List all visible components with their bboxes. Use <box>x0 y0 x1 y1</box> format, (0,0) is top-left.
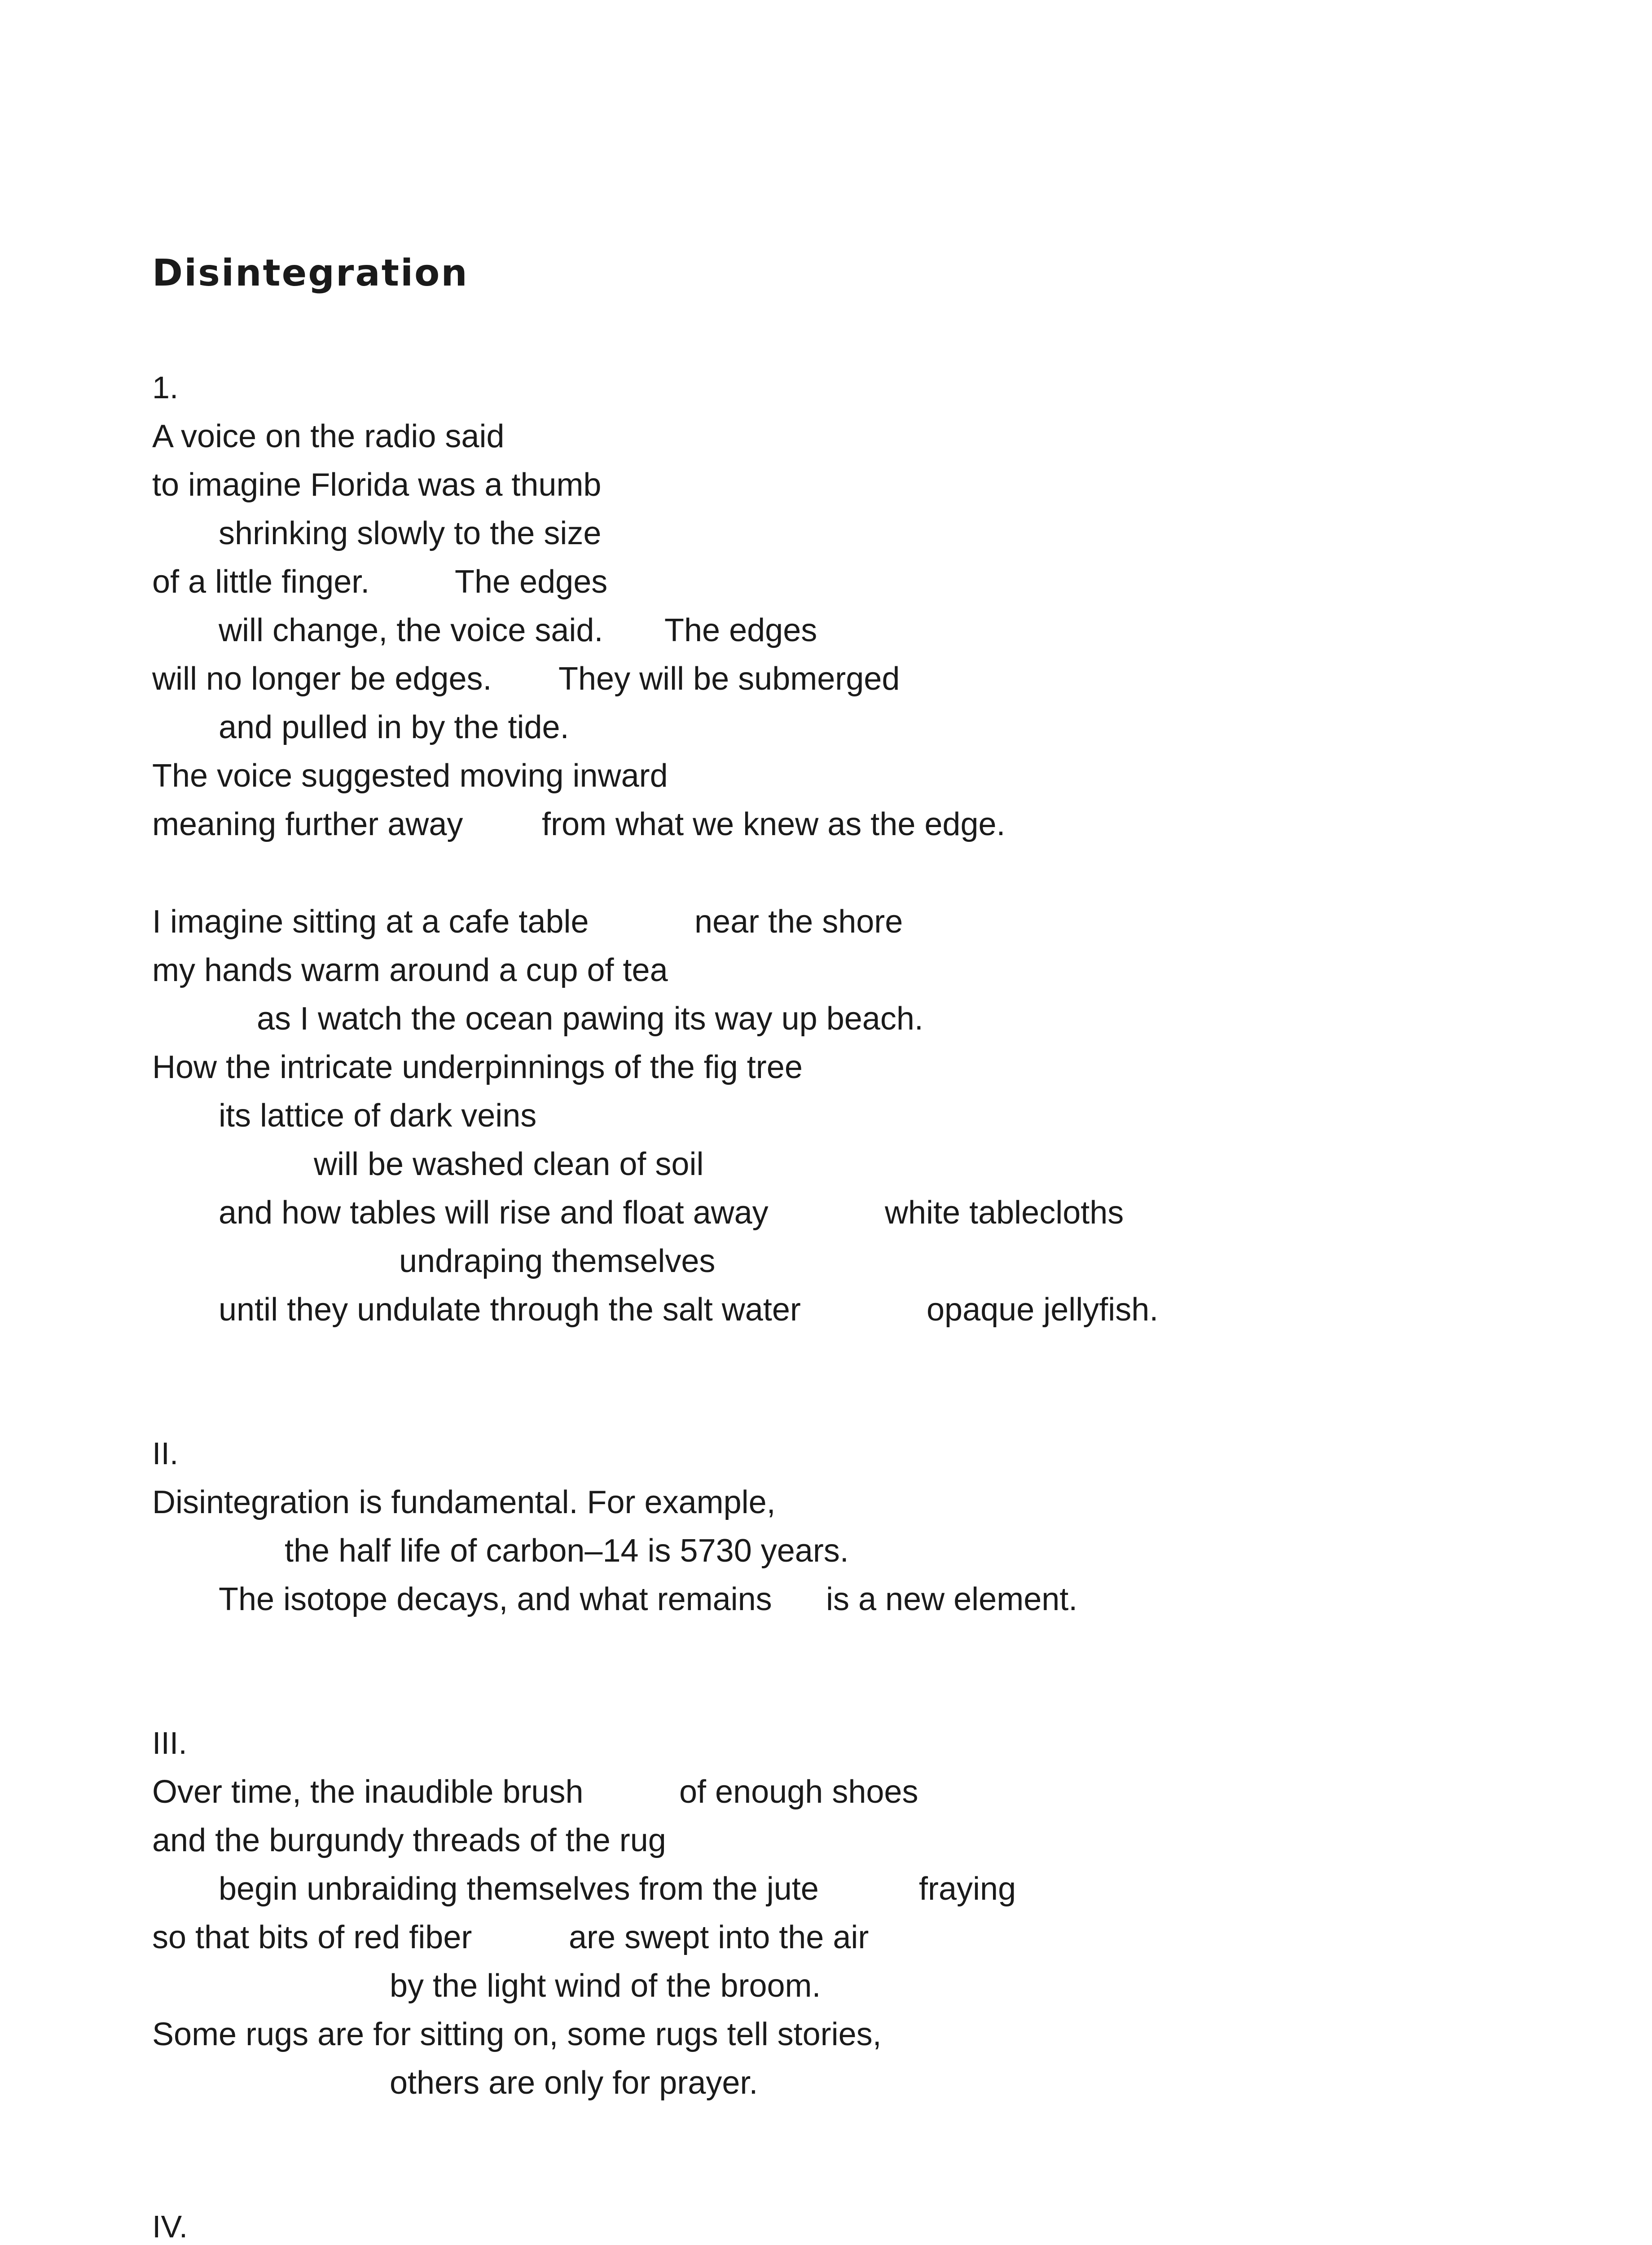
poem-line-fragment: of enough shoes <box>679 1774 918 1810</box>
poem-line: will no longer be edges. <box>152 661 492 697</box>
section-numeral: 1. <box>152 370 179 405</box>
poem-line: The isotope decays, and what remains <box>219 1581 772 1617</box>
poem-line: will change, the voice said. <box>219 612 603 648</box>
poem-line: I imagine sitting at a cafe table <box>152 904 589 940</box>
poem-line: undraping themselves <box>399 1243 716 1279</box>
poem-line: my hands warm around a cup of tea <box>152 952 668 988</box>
poem-line: How the intricate underpinnings of the fig tree <box>152 1049 803 1085</box>
poem-line: as I watch the ocean pawing its way up beach. <box>257 1001 923 1037</box>
poem-line: Some rugs are for sitting on, some rugs tell stories, <box>152 2016 882 2052</box>
poem-line: Over time, the inaudible brush <box>152 1774 584 1810</box>
poem-line-fragment: They will be submerged <box>558 661 900 697</box>
section-numeral: III. <box>152 1726 187 1761</box>
poem-line-fragment: near the shore <box>694 904 903 940</box>
poem-line: A voice on the radio said <box>152 418 505 454</box>
section-numeral: IV. <box>152 2209 188 2244</box>
poem-line: the half life of carbon–14 is 5730 years. <box>285 1533 849 1569</box>
poem-line: its lattice of dark veins <box>219 1098 537 1134</box>
poem-line-fragment: The edges <box>455 564 608 600</box>
poem-line: so that bits of red fiber <box>152 1919 472 1955</box>
poem-line: and how tables will rise and float away <box>219 1195 769 1231</box>
poem-line: will be washed clean of soil <box>314 1146 704 1182</box>
poem-line: and the burgundy threads of the rug <box>152 1822 666 1858</box>
poem-line: The voice suggested moving inward <box>152 758 668 794</box>
poem-line: of a little finger. <box>152 564 370 600</box>
poem-line: by the light wind of the broom. <box>390 1968 821 2004</box>
poem-line: shrinking slowly to the size <box>219 515 602 551</box>
poem-line-fragment: from what we knew as the edge. <box>542 806 1006 842</box>
poem-line: others are only for prayer. <box>390 2065 758 2101</box>
poem-line: meaning further away <box>152 806 463 842</box>
poem-line-fragment: white tablecloths <box>885 1195 1124 1231</box>
poem-line-fragment: are swept into the air <box>569 1919 869 1955</box>
poem-line: begin unbraiding themselves from the jute <box>219 1871 819 1907</box>
poem-line-fragment: is a new element. <box>826 1581 1078 1617</box>
poem-line: until they undulate through the salt water <box>219 1292 801 1328</box>
poem-title: Disintegration <box>152 252 469 295</box>
poem-line: to imagine Florida was a thumb <box>152 467 602 503</box>
poem-line-fragment: The edges <box>664 612 817 648</box>
poem-line-fragment: opaque jellyfish. <box>927 1292 1159 1328</box>
poem-line: Disintegration is fundamental. For example, <box>152 1484 776 1520</box>
poem-line: and pulled in by the tide. <box>219 709 569 745</box>
section-numeral: II. <box>152 1436 179 1471</box>
poem-line-fragment: fraying <box>919 1871 1016 1907</box>
